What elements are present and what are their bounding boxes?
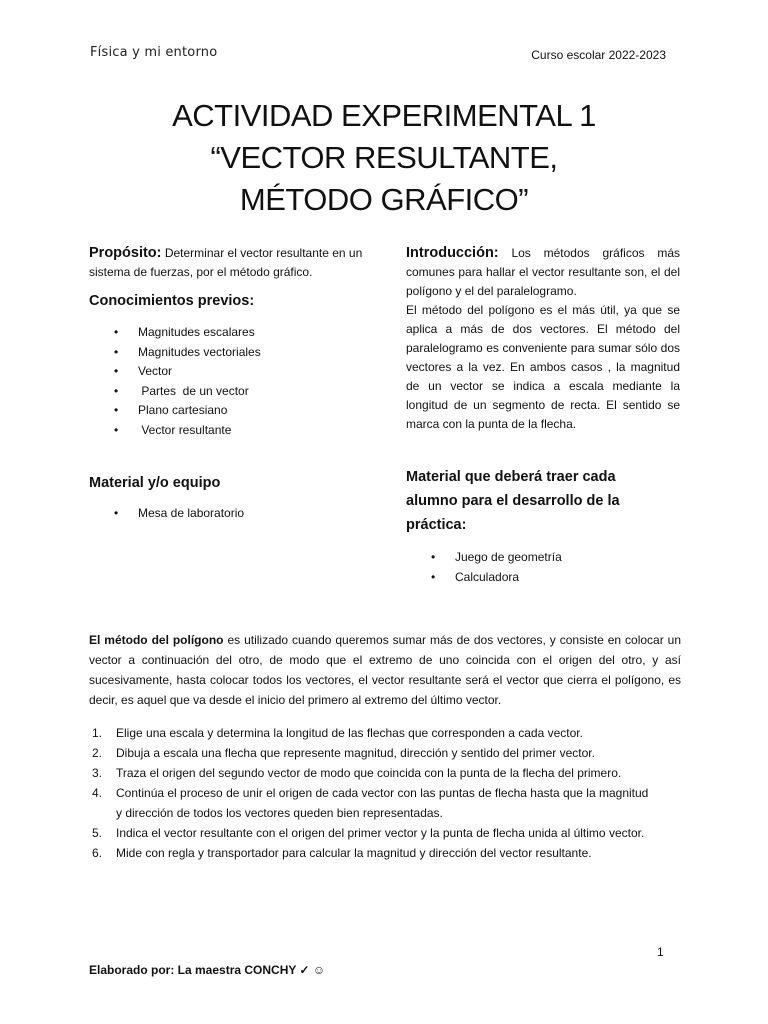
title-line-3: MÉTODO GRÁFICO” bbox=[239, 182, 529, 217]
list-item: • Vector resultante bbox=[89, 421, 379, 441]
header-school-year: Curso escolar 2022-2023 bbox=[531, 48, 666, 62]
list-item: • Juego de geometría bbox=[406, 547, 680, 567]
introduccion-text-2: El método del polígono es el más útil, ya que se aplica a más de dos vectores. El método del paralelogramo es conveniente para sumar sólo dos vectores a la vez. En ambos casos , la magnitud de un vector se indica a escala mediante la longitud de un segmento de recta. El sentido se marca con la punta de la flecha. bbox=[406, 303, 680, 431]
proposito-text: Determinar el vector resultante en un sistema de fuerzas, por el método gráfico. bbox=[89, 246, 363, 279]
steps-list bbox=[89, 723, 689, 863]
bullet-icon: • bbox=[114, 344, 119, 359]
footer-author: Elaborado por: La maestra CONCHY ✓ ☺ bbox=[89, 963, 326, 977]
material-alumno-list bbox=[406, 547, 680, 587]
metodo-lead: El método del polígono bbox=[89, 633, 224, 647]
metodo-text: es utilizado cuando queremos sumar más de dos vectores, y consiste en colocar un vector a continuación del otro, de modo que el extremo de uno coincida con el origen del otro, y así sucesivamente, hasta colocar todos los vectores, el vector resultante será el vector que cierra el polígono, es decir, es aquel que va desde el inicio del primero al extremo del último vector. bbox=[89, 633, 681, 707]
bullet-icon: • bbox=[114, 325, 119, 339]
step-item: 6. Mide con regla y transportador para calcular la magnitud y dirección del vector resultante. bbox=[92, 846, 592, 860]
step-item: 4. Continúa el proceso de unir el origen de cada vector con las puntas de flecha hasta que la magnitud y dirección de todos los vectores queden bien representadas. bbox=[92, 786, 649, 820]
left-column bbox=[89, 244, 379, 523]
list-item: • Magnitudes vectoriales bbox=[89, 343, 379, 363]
step-item: 5. Indica el vector resultante con el origen del primer vector y la punta de flecha unida al último vector. bbox=[92, 826, 645, 840]
page-number: 1 bbox=[657, 945, 664, 959]
bullet-icon: • bbox=[114, 403, 119, 418]
step-item: 3. Traza el origen del segundo vector de modo que coincida con la punta de la flecha del primero. bbox=[92, 766, 622, 780]
metodo-paragraph bbox=[89, 630, 681, 710]
material-alumno-heading: Material que deberá traer cada alumno para el desarrollo de la práctica: bbox=[406, 469, 620, 533]
list-item: • Magnitudes escalares bbox=[89, 323, 379, 343]
list-item: • Mesa de laboratorio bbox=[89, 504, 379, 524]
conocimientos-list bbox=[89, 323, 379, 441]
bullet-icon: • bbox=[114, 505, 119, 520]
list-item: • Partes de un vector bbox=[89, 382, 379, 402]
list-item: • Vector bbox=[89, 362, 379, 382]
bullet-icon: • bbox=[114, 383, 119, 398]
bullet-icon: • bbox=[114, 364, 119, 379]
introduccion-section bbox=[406, 244, 680, 301]
material-list bbox=[89, 504, 379, 524]
bullet-icon: • bbox=[431, 550, 436, 564]
list-item: • Plano cartesiano bbox=[89, 401, 379, 421]
bullet-icon: • bbox=[114, 422, 119, 437]
page-title bbox=[0, 95, 768, 221]
proposito-label: Propósito: bbox=[89, 245, 162, 261]
introduccion-label: Introducción: bbox=[406, 245, 499, 261]
conocimientos-heading: Conocimientos previos: bbox=[89, 293, 255, 309]
header-subject: Física y mi entorno bbox=[90, 45, 218, 60]
material-heading: Material y/o equipo bbox=[89, 474, 221, 491]
bullet-icon: • bbox=[431, 570, 436, 584]
title-line-2: “VECTOR RESULTANTE, bbox=[210, 140, 558, 175]
introduccion-text-1: Los métodos gráficos más comunes para hallar el vector resultante son, el del polígono y el del paralelogramo. bbox=[406, 246, 680, 298]
title-line-1: ACTIVIDAD EXPERIMENTAL 1 bbox=[172, 98, 596, 133]
list-item: • Calculadora bbox=[406, 567, 680, 587]
proposito-section bbox=[89, 244, 379, 282]
step-item: 2. Dibuja a escala una flecha que represente magnitud, dirección y sentido del primer vector. bbox=[92, 746, 595, 760]
step-item: 1. Elige una escala y determina la longitud de las flechas que corresponden a cada vector. bbox=[92, 726, 583, 740]
right-column bbox=[406, 244, 680, 587]
